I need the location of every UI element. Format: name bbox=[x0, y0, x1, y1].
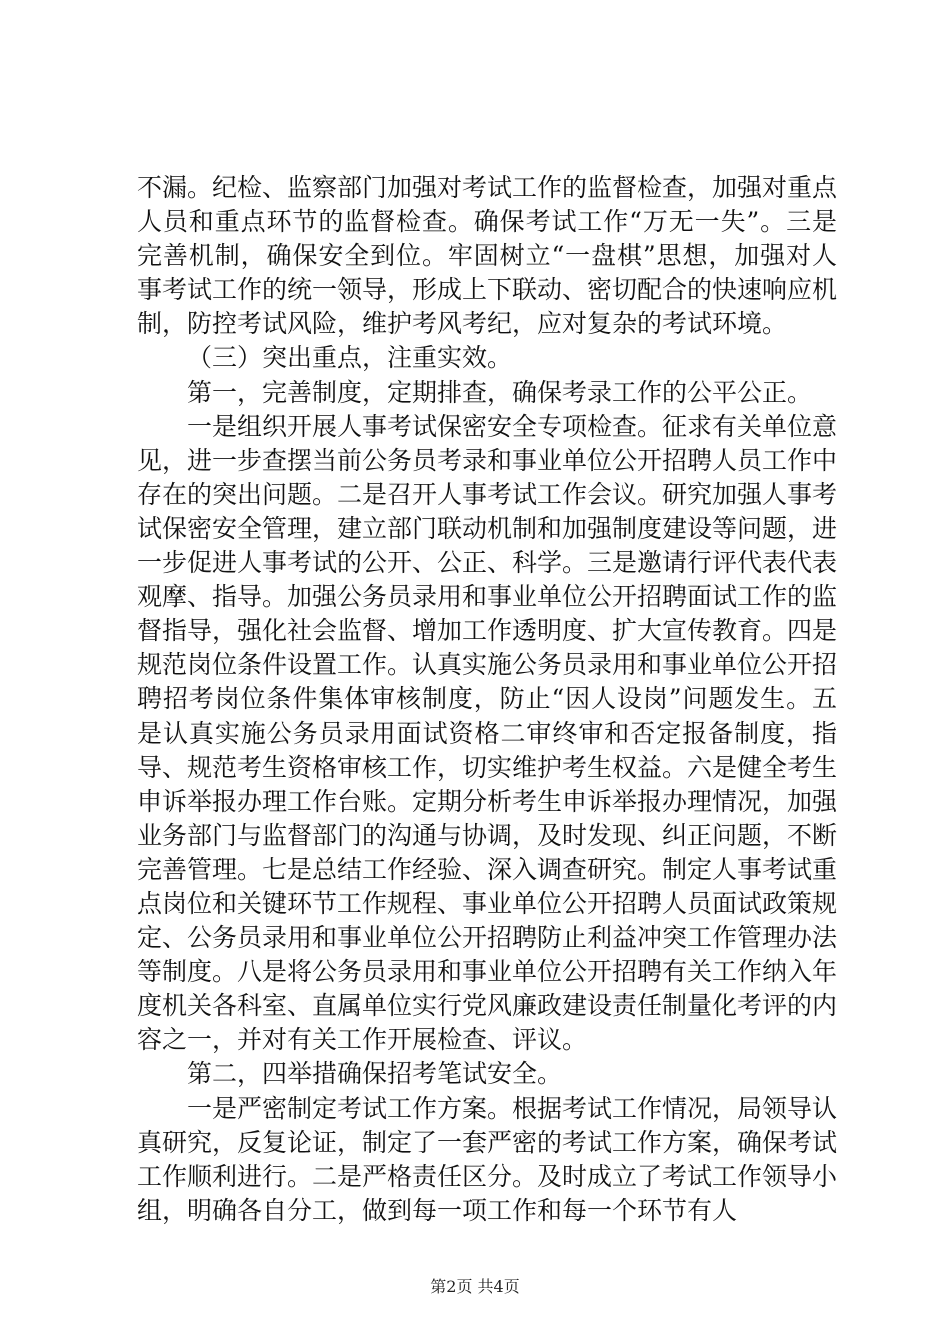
section-heading: （三）突出重点，注重实效。 bbox=[187, 343, 513, 373]
subsection-heading-second: 第二，四举措确保招考笔试安全。 bbox=[187, 1059, 563, 1089]
paragraph-exam-security: 一是严密制定考试工作方案。根据考试工作情况，局领导认真研究，反复论证，制定了一套严密的考试工作方案，确保考试工作顺利进行。二是严格责任区分。及时成立了考试工作领导小组，明确各自分工，做到每一项工作和每一个环节有人 bbox=[137, 1093, 838, 1225]
paragraph-measures: 一是组织开展人事考试保密安全专项检查。征求有关单位意见，进一步查摆当前公务员考录和事业单位公开招聘人员工作中存在的突出问题。二是召开人事考试工作会议。研究加强人事考试保密安全管理，建立部门联动机制和加强制度建设等问题，进一步促进人事考试的公开、公正、科学。三是邀请行评代表代表观摩、指导。加强公务员录用和事业单位公开招聘面试工作的监督指导，强化社会监督、增加工作透明度、扩大宣传教育。四是规范岗位条件设置工作。认真实施公务员录用和事业单位公开招聘招考岗位条件集体审核制度，防止“因人设岗”问题发生。五是认真实施公务员录用面试资格二审终审和否定报备制度，指导、规范考生资格审核工作，切实维护考生权益。六是健全考生申诉举报办理工作台账。定期分析考生申诉举报办理情况，加强业务部门与监督部门的沟通与协调，及时发现、纠正问题，不断完善管理。七是总结工作经验、深入调查研究。制定人事考试重点岗位和关键环节工作规程、事业单位公开招聘人员面试政策规定、公务员录用和事业单位公开招聘防止利益冲突工作管理办法等制度。八是将公务员录用和事业单位公开招聘有关工作纳入年度机关各科室、直属单位实行党风廉政建设责任制量化考评的内容之一，并对有关工作开展检查、评议。 bbox=[137, 411, 838, 1055]
document-body bbox=[137, 171, 837, 1228]
paragraph-continuation: 不漏。纪检、监察部门加强对考试工作的监督检查，加强对重点人员和重点环节的监督检查。确保考试工作“万无一失”。三是完善机制，确保安全到位。牢固树立“一盘棋”思想，加强对人事考试工作的统一领导，形成上下联动、密切配合的快速响应机制，防控考试风险，维护考风考纪，应对复杂的考试环境。 bbox=[137, 173, 838, 339]
subsection-heading-first: 第一，完善制度，定期排查，确保考录工作的公平公正。 bbox=[187, 377, 813, 407]
page-number-footer: 第2页 共4页 bbox=[430, 1277, 520, 1296]
